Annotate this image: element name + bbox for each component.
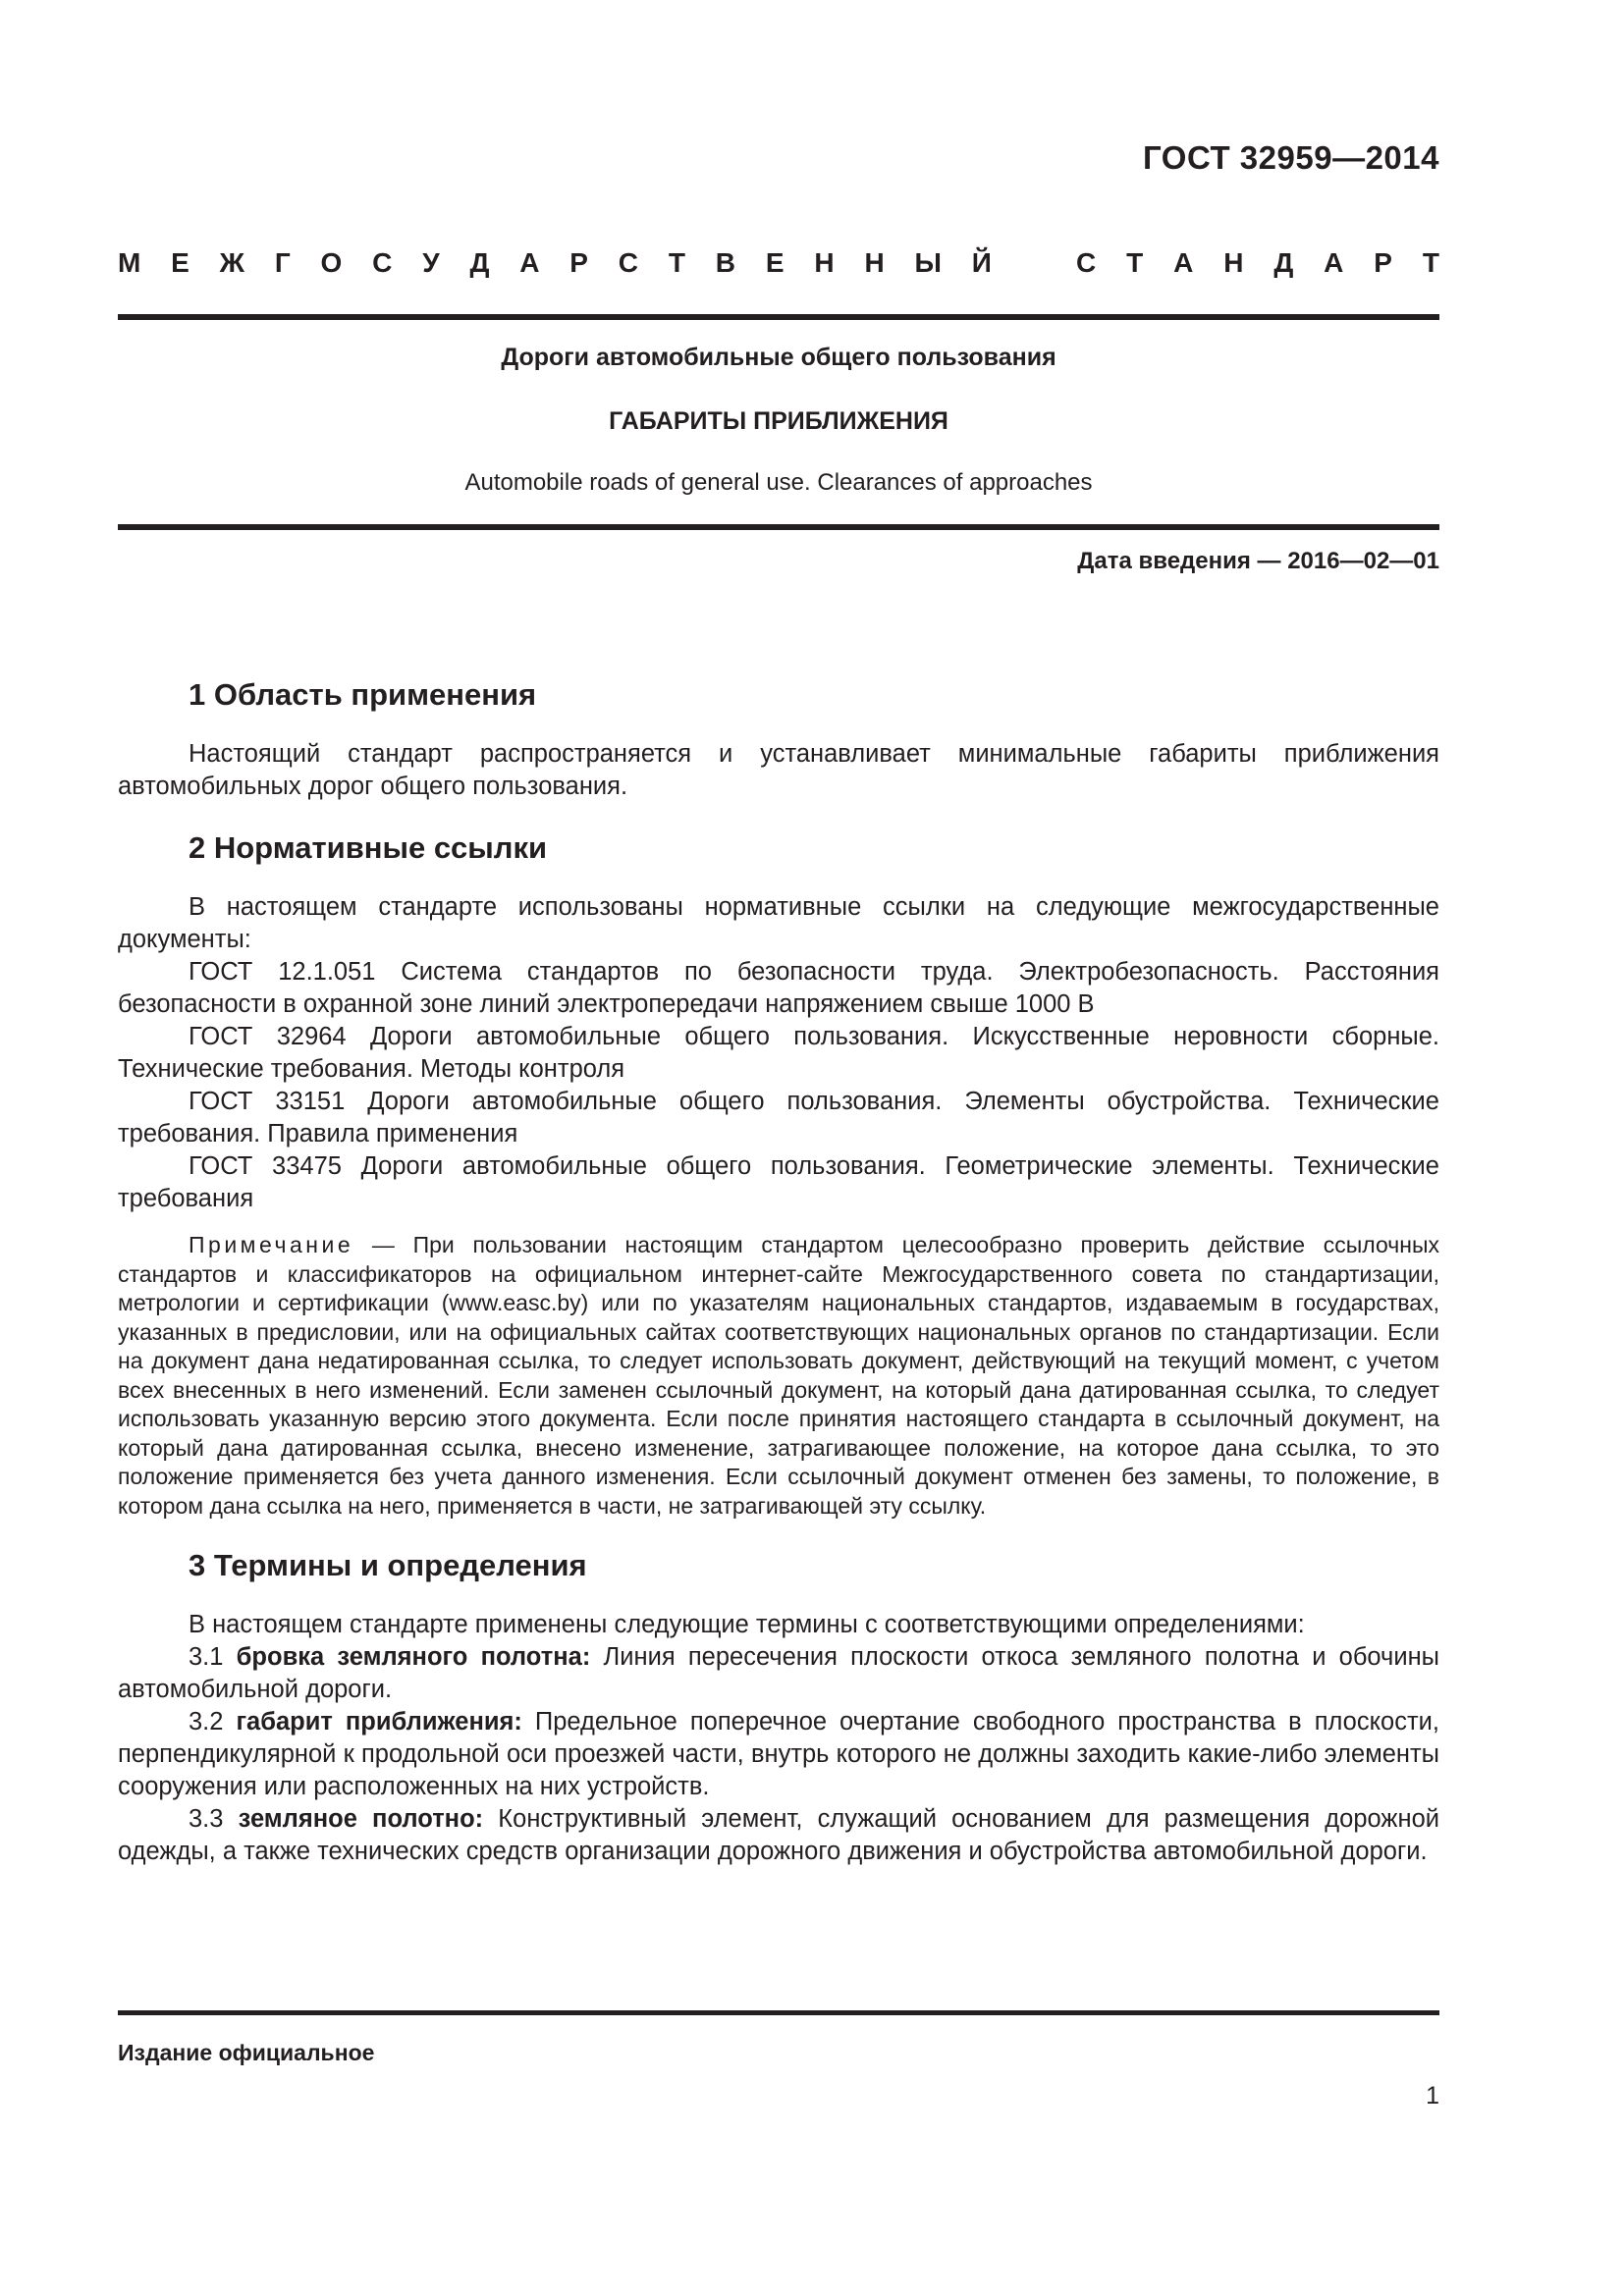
section-terms: [118, 1546, 1439, 1868]
paragraph: Настоящий стандарт распространяется и устанавливает минимальные габариты приближения автомобильных дорог общего пользования.: [118, 740, 1439, 800]
term-item: 3.2 габарит приближения: Предельное поперечное очертание свободного пространства в плоскости, перпендикулярной к продольной оси проезжей части, внутрь которого не должны заходить какие-либо элементы сооружения или расположенных на них устройств.: [118, 1708, 1439, 1800]
reference-item: ГОСТ 33475 Дороги автомобильные общего пользования. Геометрические элементы. Технические требования: [118, 1152, 1439, 1212]
note-text: — При пользовании настоящим стандартом целесообразно проверить действие ссылочных стандартов и классификаторов на официальном интернет-сайте Межгосударственного совета по стандартизации, метрологии и сертификации (www.easc.by) или по указателям национальных стандартов, издаваемым в государствах, указанных в предисловии, или на официальных сайтах соответствующих национальных органов по стандартизации. Если на документ дана недатированная ссылка, то следует использовать документ, действующий на текущий момент, с учетом всех внесенных в него изменений. Если заменен ссылочный документ, на который дана датированная ссылка, то следует использовать указанную версию этого документа. Если после принятия настоящего стандарта в ссылочный документ, на который дана датированная ссылка, внесено изменение, затрагивающее положение, на которое дана ссылка, то это положение применяется без учета данного изменения. Если ссылочный документ отменен без замены, то положение, в котором дана ссылка на него, применяется в части, не затрагивающей эту ссылку.: [118, 1232, 1439, 1519]
page-number: 1: [1426, 2082, 1439, 2109]
title-divider: [118, 524, 1439, 530]
standard-type-word-interstate: М Е Ж Г О С У Д А Р С Т В Е Н Н Ы Й: [118, 247, 992, 278]
term-definition: Предельное поперечное очертание свободного пространства в плоскости, перпендикулярной к продольной оси проезжей части, внутрь которого не должны заходить какие-либо элементы сооружения или расположенных на них устройств.: [118, 1708, 1439, 1800]
main-content: [118, 675, 1439, 1894]
term-name: земляное полотно:: [238, 1805, 484, 1833]
paragraph: В настоящем стандарте применены следующие термины с соответствующими определениями:: [189, 1611, 1305, 1638]
note-label: Примечание: [189, 1232, 354, 1257]
title-english: Automobile roads of general use. Clearances of approaches: [464, 469, 1093, 496]
section-heading: 2 Нормативные ссылки: [189, 830, 548, 865]
intro-date: Дата введения — 2016—02—01: [1077, 548, 1439, 574]
section-heading: 3 Термины и определения: [189, 1548, 587, 1582]
term-name: бровка земляного полотна:: [236, 1643, 591, 1671]
reference-item: ГОСТ 33151 Дороги автомобильные общего пользования. Элементы обустройства. Технические требования. Правила применения: [118, 1088, 1439, 1148]
section-heading: 1 Область применения: [189, 677, 537, 712]
title-line-2: ГАБАРИТЫ ПРИБЛИЖЕНИЯ: [609, 407, 948, 435]
standard-type-word-standard: С Т А Н Д А Р Т: [1076, 247, 1439, 278]
edition-label: Издание официальное: [118, 2040, 375, 2065]
reference-item: ГОСТ 32964 Дороги автомобильные общего пользования. Искусственные неровности сборные. Технические требования. Методы контроля: [118, 1023, 1439, 1083]
standard-type: [118, 247, 1439, 279]
term-definition: Конструктивный элемент, служащий основанием для размещения дорожной одежды, а также технических средств организации дорожного движения и обустройства автомобильной дороги.: [118, 1805, 1439, 1865]
gost-number: ГОСТ 32959—2014: [1143, 139, 1439, 176]
term-item: 3.1 бровка земляного полотна: Линия пересечения плоскости откоса земляного полотна и обочины автомобильной дороги.: [118, 1643, 1439, 1703]
title-line-1: Дороги автомобильные общего пользования: [501, 344, 1056, 371]
section-references: [118, 828, 1439, 1521]
section-scope: [118, 675, 1439, 803]
term-name: габарит приближения:: [236, 1708, 522, 1735]
term-item: 3.3 земляное полотно: Конструктивный элемент, служащий основанием для размещения дорожной одежды, а также технических средств организации дорожного движения и обустройства автомобильной дороги.: [118, 1805, 1439, 1865]
footer-divider: [118, 2010, 1439, 2015]
top-divider: [118, 314, 1439, 320]
paragraph: В настоящем стандарте использованы нормативные ссылки на следующие межгосударственные документы:: [118, 893, 1439, 953]
term-definition: Линия пересечения плоскости откоса земляного полотна и обочины автомобильной дороги.: [118, 1643, 1439, 1703]
reference-item: ГОСТ 12.1.051 Система стандартов по безопасности труда. Электробезопасность. Расстояния безопасности в охранной зоне линий электропередачи напряжением свыше 1000 В: [118, 958, 1439, 1018]
note-paragraph: [118, 1231, 1439, 1521]
